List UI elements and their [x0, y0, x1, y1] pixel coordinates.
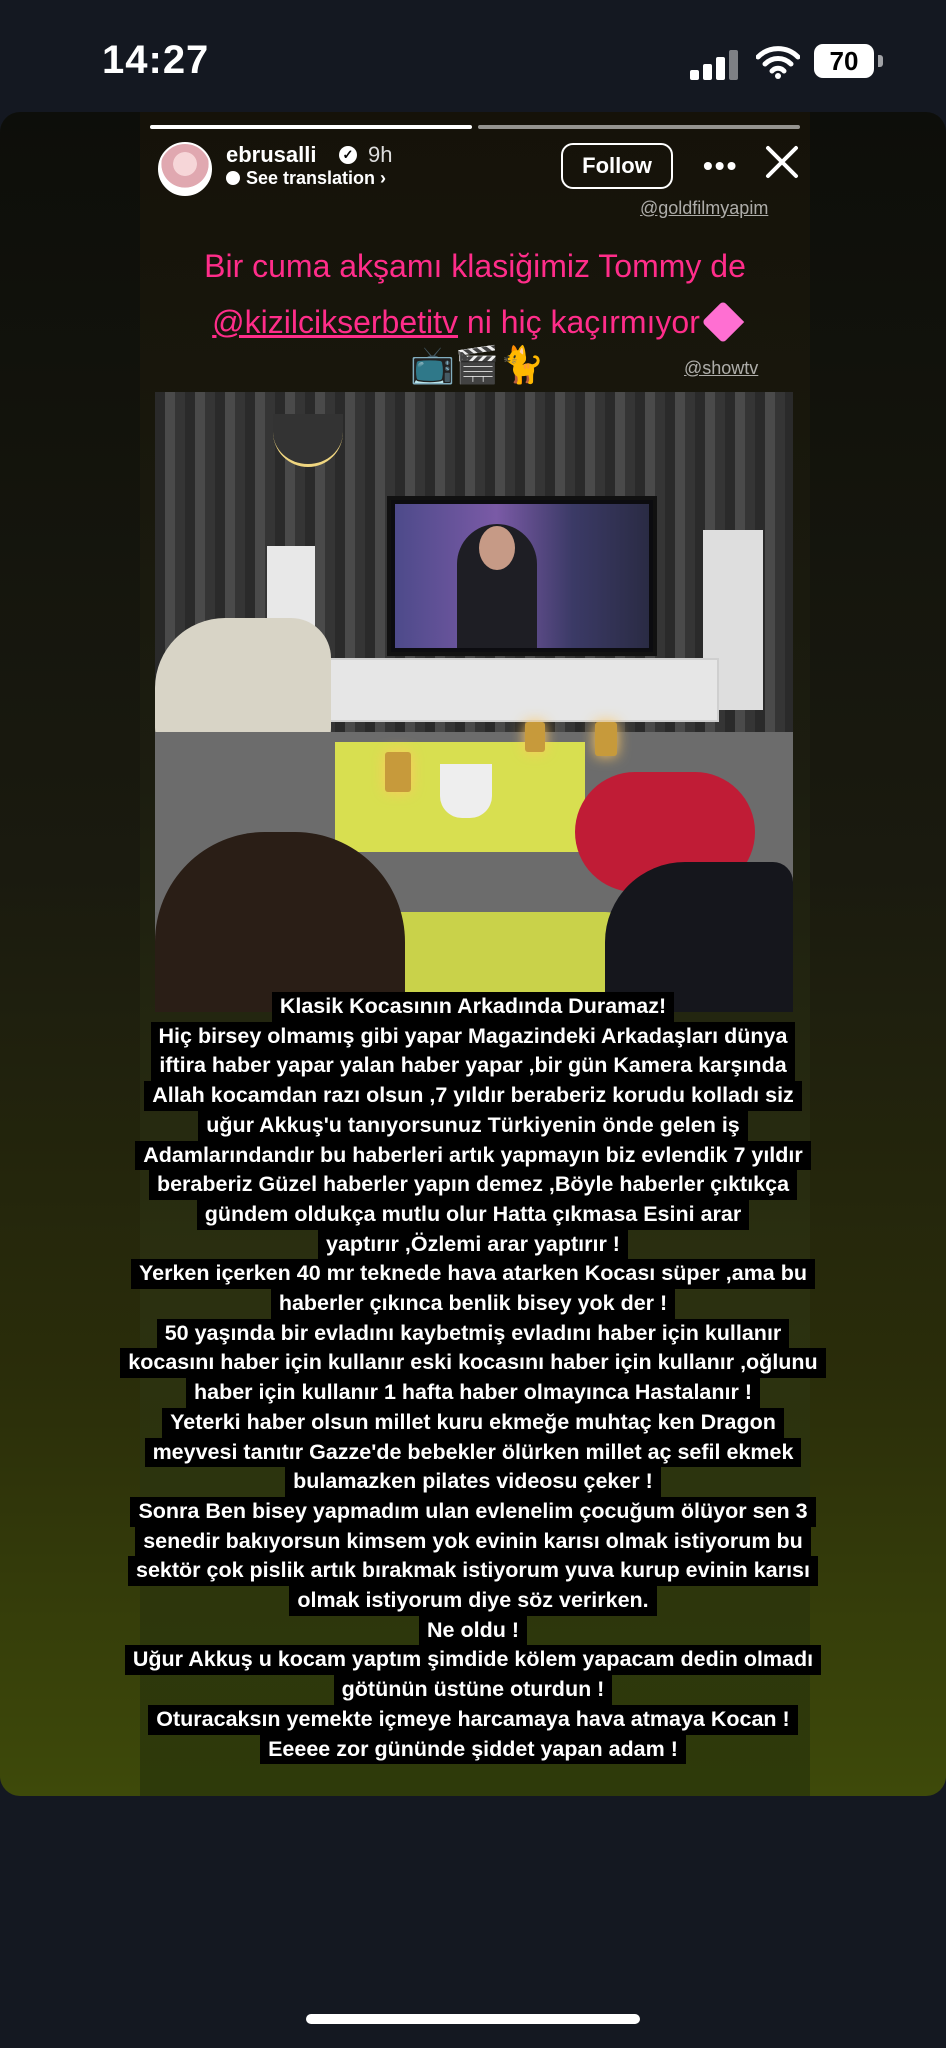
caption-line-2-rest: ni hiç kaçırmıyor [458, 304, 700, 340]
overlay-line: meyvesi tanıtır Gazze'de bebekler ölürken millet aç sefil ekmek [145, 1438, 802, 1468]
home-indicator[interactable] [306, 2014, 640, 2024]
post-time: 9h [368, 142, 393, 167]
username[interactable]: ebrusalli [226, 142, 317, 167]
caption-line-1: Bir cuma akşamı klasiğimiz Tommy de [204, 248, 746, 284]
overlay-line: yaptırır ,Özlemi arar yaptırır ! [318, 1230, 628, 1260]
status-bar [0, 0, 946, 120]
overlay-line: kocasını haber için kullanır eski kocasını haber için kullanır ,oğlunu [120, 1348, 825, 1378]
credit-side[interactable]: @showtv [684, 358, 759, 378]
dark-object [605, 862, 793, 1012]
close-icon[interactable] [762, 142, 802, 182]
overlay-line: Sonra Ben bisey yapmadım ulan evlenelim çocuğum ölüyor sen 3 [130, 1497, 815, 1527]
chevron-right-icon: › [375, 168, 387, 188]
overlay-line: sektör çok pislik artık bırakmak istiyorum yuva kurup evinin karısı [128, 1556, 818, 1586]
overlay-line: Yerken içerken 40 mr teknede hava atarken Kocası süper ,ama bu [131, 1259, 815, 1289]
overlay-line: Yeterki haber olsun millet kuru ekmeğe muhtaç ken Dragon [162, 1408, 784, 1438]
tv-screen [395, 504, 649, 648]
overlay-line: Hiç birsey olmamış gibi yapar Magazindeki Arkadaşları dünya [151, 1022, 796, 1052]
tv-stand [325, 658, 719, 722]
overlay-line: Oturacaksın yemekte içmeye harcamaya hava atmaya Kocan ! [148, 1705, 797, 1735]
battery-icon: 70 [814, 44, 874, 78]
mug [440, 764, 492, 818]
television [387, 496, 657, 656]
overlay-line: olmak istiyorum diye söz verirken. [289, 1586, 656, 1616]
credit-top[interactable]: @goldfilmyapim [640, 198, 769, 218]
caption-mention[interactable]: @kizilcikserbetitv [212, 304, 459, 340]
overlay-line: beraberiz Güzel haberler yapın demez ,Böyle haberler çıktıkça [149, 1170, 797, 1200]
overlay-line: haber için kullanır 1 hafta haber olmayınca Hastalanır ! [186, 1378, 760, 1408]
overlay-line: iftira haber yapar yalan haber yapar ,bir gün Kamera karşında [151, 1051, 794, 1081]
status-time: 14:27 [102, 38, 210, 82]
story-overlay-text [80, 992, 866, 1764]
story-photo [155, 392, 793, 1012]
candle [525, 722, 545, 752]
story-progress [150, 125, 800, 129]
see-translation-label: See translation [246, 168, 376, 188]
overlay-line: Klasik Kocasının Arkadında Duramaz! [272, 992, 674, 1022]
caption-emojis: 📺🎬🐈 [410, 344, 545, 385]
overlay-line: bulamazken pilates videosu çeker ! [285, 1467, 661, 1497]
battery-cap [878, 55, 883, 67]
candle [595, 722, 617, 756]
tv-figure-face [479, 526, 515, 570]
progress-segment [478, 125, 800, 129]
overlay-line: Uğur Akkuş u kocam yaptım şimdide kölem yapacam dedin olmadı [125, 1645, 821, 1675]
cat-silhouette [155, 832, 405, 1012]
overlay-line: götünün üstüne oturdun ! [334, 1675, 613, 1705]
overlay-line: gündem oldukça mutlu olur Hatta çıkmasa Esini arar [197, 1200, 749, 1230]
follow-button[interactable]: Follow [561, 143, 673, 189]
overlay-line: Adamlarındandır bu haberleri artık yapmayın biz evlendik 7 yıldır [135, 1141, 811, 1171]
signal-icon [690, 48, 742, 80]
overlay-line: uğur Akkuş'u tanıyorsunuz Türkiyenin önde gelen iş [198, 1111, 748, 1141]
story-caption [160, 238, 790, 350]
overlay-line: 50 yaşında bir evladını kaybetmiş evladını haber için kullanır [157, 1319, 790, 1349]
overlay-line: Ne oldu ! [419, 1616, 527, 1646]
globe-icon [226, 171, 240, 185]
candle [385, 752, 411, 792]
caption-line-2 [160, 294, 790, 350]
more-icon[interactable]: ••• [703, 150, 739, 181]
overlay-line: haberler çıkınca benlik bisey yok der ! [271, 1289, 675, 1319]
overlay-line: Allah kocamdan razı olsun ,7 yıldır beraberiz korudu kolladı siz [144, 1081, 802, 1111]
see-translation-link[interactable] [226, 168, 386, 189]
verified-icon: ✓ [339, 146, 357, 164]
wifi-icon [756, 44, 800, 80]
heart-icon [702, 301, 744, 343]
avatar[interactable] [158, 142, 212, 196]
overlay-line: Eeeee zor gününde şiddet yapan adam ! [260, 1735, 686, 1765]
overlay-line: senedir bakıyorsun kimsem yok evinin karısı olmak istiyorum bu [135, 1527, 811, 1557]
progress-segment [150, 125, 472, 129]
